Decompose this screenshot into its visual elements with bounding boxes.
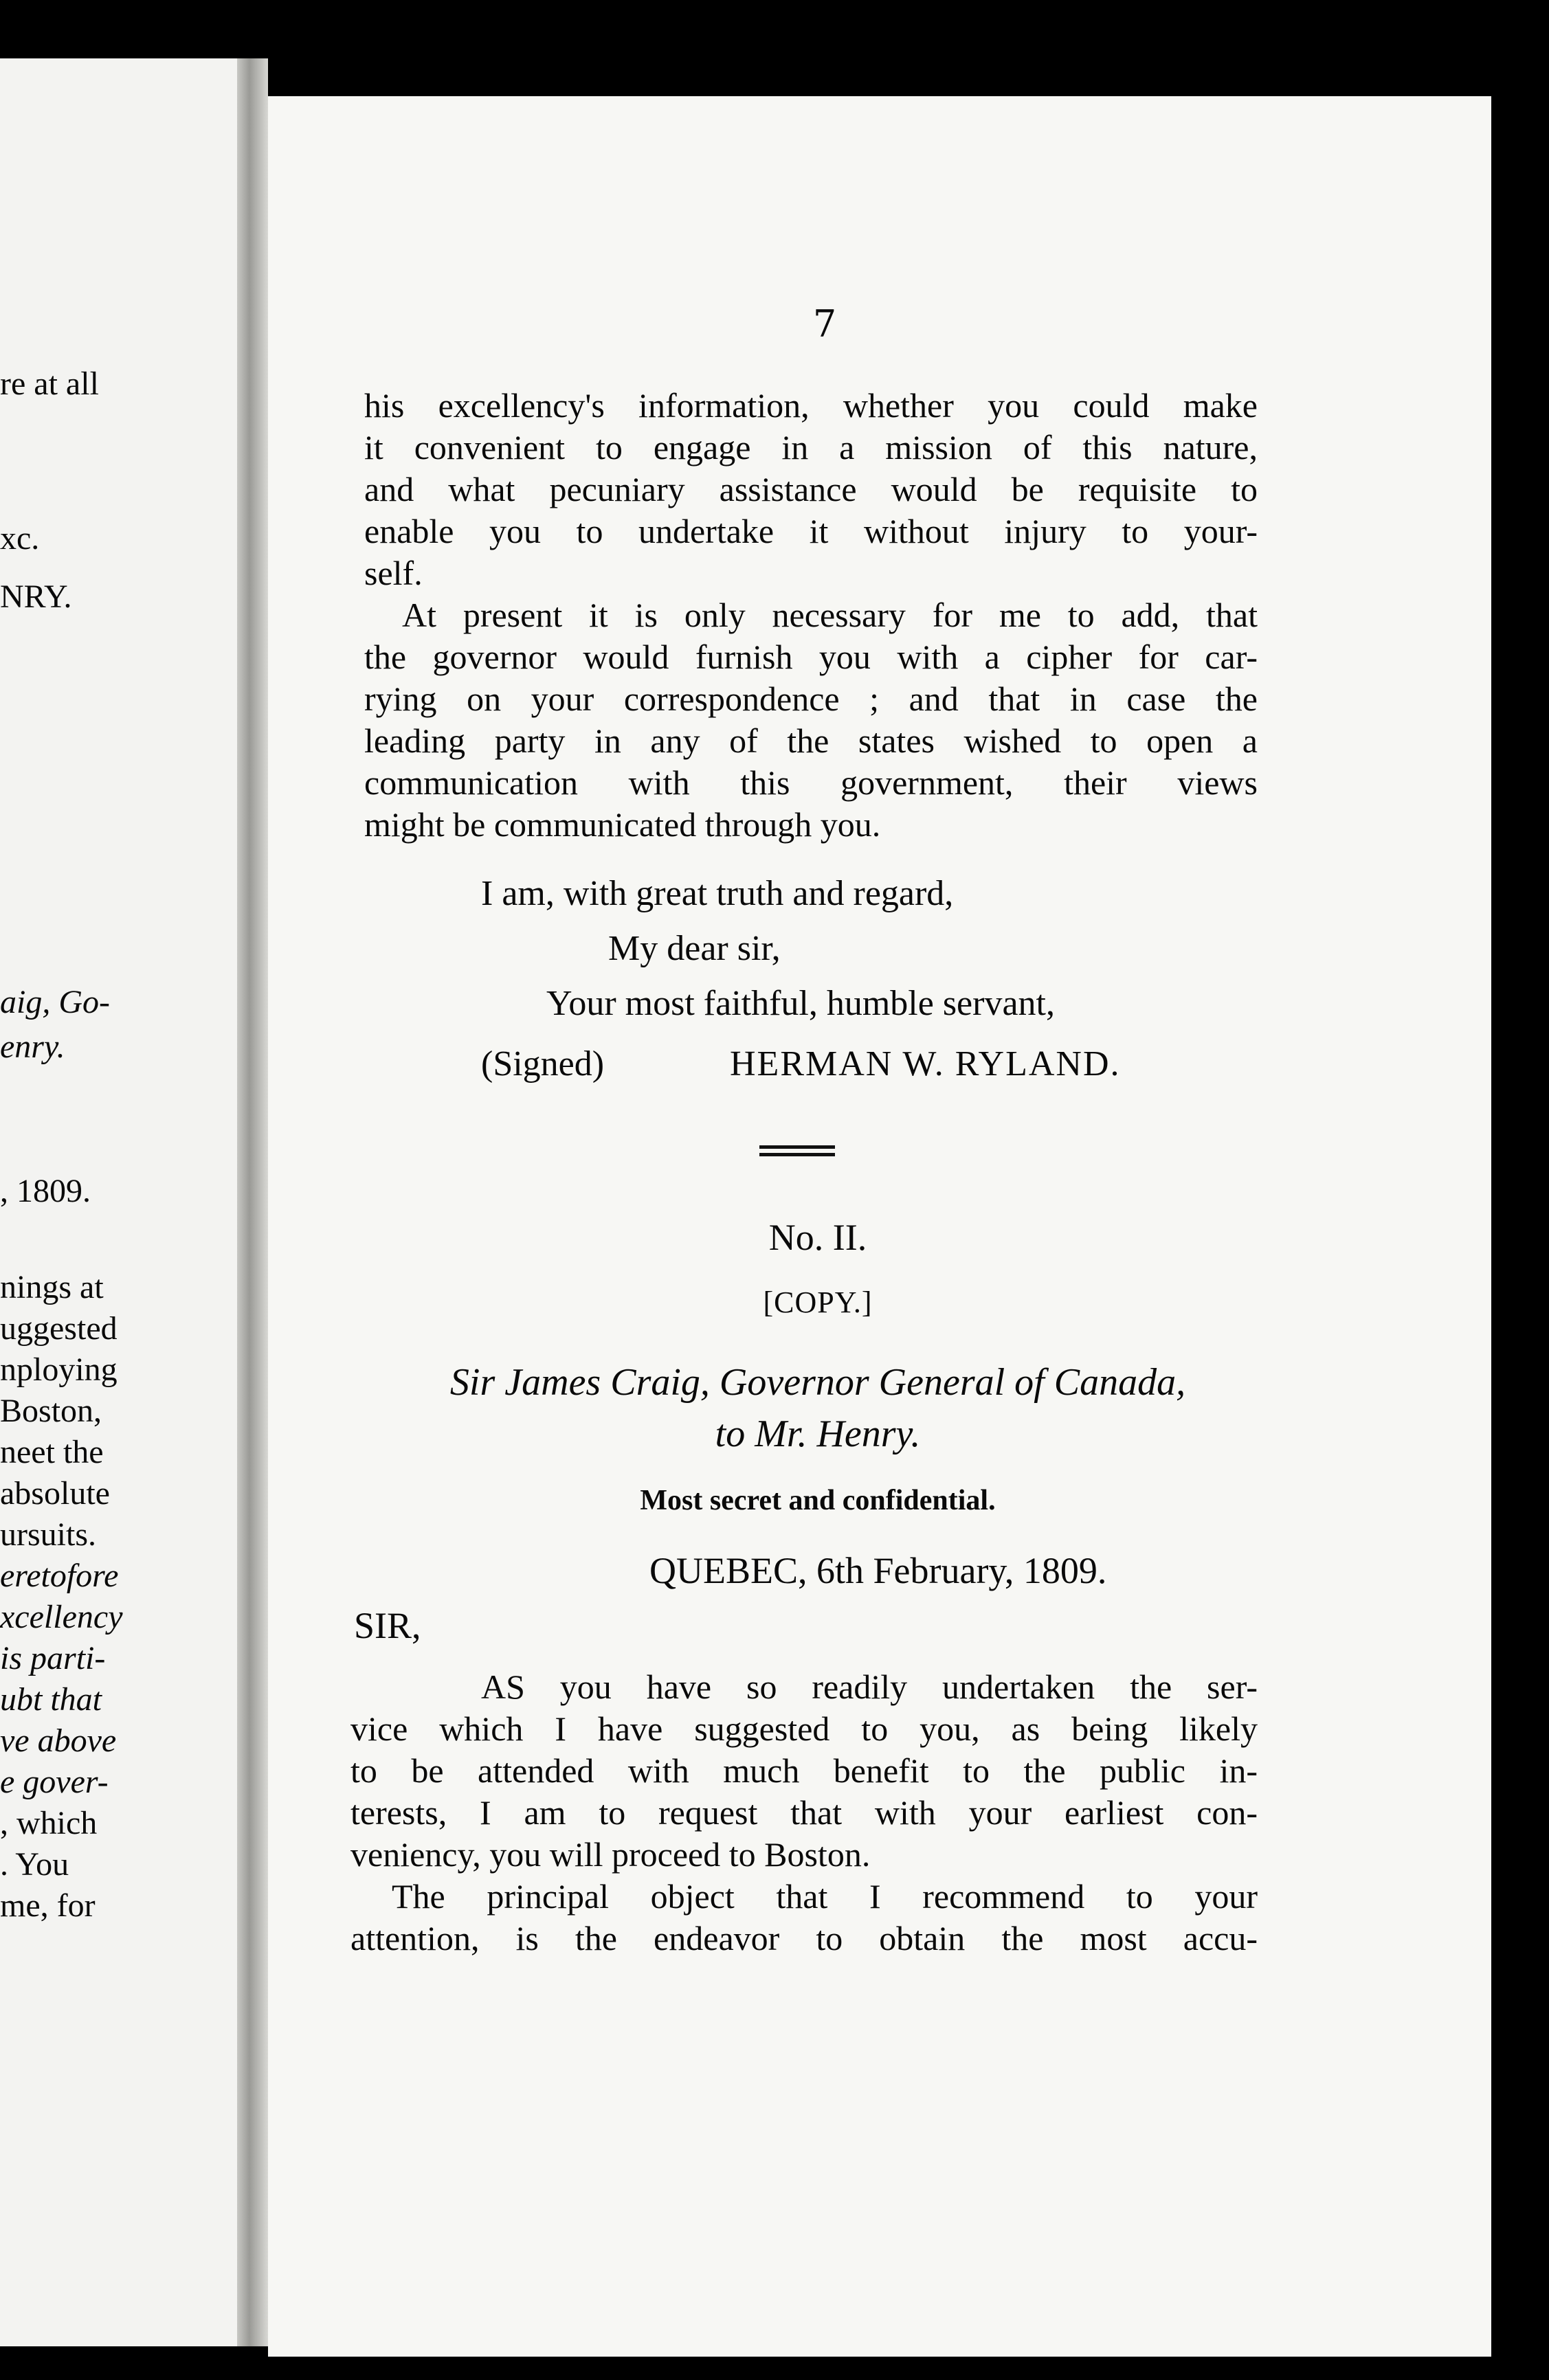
fragment-line: is parti- [0, 1640, 106, 1676]
book-gutter [237, 58, 268, 2346]
page-number: 7 [812, 302, 837, 346]
closing-line: Your most faithful, humble servant, [546, 984, 1055, 1023]
text-line: self. [364, 554, 423, 592]
text-line: AS you have so readily undertaken the ser- [481, 1668, 1258, 1706]
fragment-line: re at all [0, 366, 99, 402]
text-line: the governor would furnish you with a cipher for car- [364, 638, 1258, 676]
text-line: leading party in any of the states wished to open a [364, 721, 1258, 760]
text-line: The principal object that I recommend to your [392, 1877, 1258, 1916]
fragment-line: neet the [0, 1434, 104, 1470]
text-line: At present it is only necessary for me to add, that [402, 596, 1258, 634]
fragment-line: nploying [0, 1351, 118, 1388]
paragraph [364, 594, 1258, 846]
fragment-line: absolute [0, 1475, 110, 1512]
section-number: No. II. [768, 1217, 867, 1258]
fragment-line: me, for [0, 1887, 96, 1924]
classification: Most secret and confidential. [640, 1485, 996, 1516]
fragment-line: Boston, [0, 1393, 102, 1429]
fragment-line: aig, Go- [0, 984, 110, 1020]
dateline: QUEBEC, 6th February, 1809. [649, 1550, 1107, 1591]
fragment-line: uggested [0, 1310, 118, 1347]
text-line: might be communicated through you. [364, 805, 881, 844]
letter-heading: Sir James Craig, Governor General of Canada, [449, 1361, 1186, 1404]
fragment-line: enry. [0, 1029, 65, 1065]
text-line: his excellency's information, whether you could make [364, 386, 1258, 425]
fragment-line: xc. [0, 520, 40, 557]
fragment-line: e gover- [0, 1764, 109, 1800]
closing-salutation: My dear sir, [608, 929, 781, 968]
text-line: terests, I am to request that with your earliest con- [350, 1793, 1258, 1832]
closing-line: I am, with great truth and regard, [481, 874, 954, 913]
letter-heading: to Mr. Henry. [715, 1413, 921, 1455]
fragment-line: ve above [0, 1722, 117, 1759]
fragment-line: , which [0, 1805, 98, 1841]
fragment-line: xcellency [0, 1599, 123, 1635]
text-line: vice which I have suggested to you, as being likely [350, 1709, 1258, 1748]
copy-label: [COPY.] [763, 1286, 873, 1319]
text-line: communication with this government, their views [364, 763, 1258, 802]
text-line: it convenient to engage in a mission of this nature, [364, 428, 1258, 467]
text-line: and what pecuniary assistance would be requisite to [364, 470, 1258, 508]
previous-page-fragment [0, 58, 237, 2346]
fragment-line: ubt that [0, 1681, 102, 1718]
text-line: veniency, you will proceed to Boston. [350, 1835, 871, 1874]
paragraph [350, 1666, 1258, 1876]
signed-label: (Signed) [481, 1044, 605, 1084]
text-line: attention, is the endeavor to obtain the most accu- [350, 1919, 1258, 1957]
paragraph-continuation [364, 385, 1258, 594]
signature: HERMAN W. RYLAND. [730, 1044, 1121, 1084]
text-line: to be attended with much benefit to the public in- [350, 1751, 1258, 1790]
text-line: enable you to undertake it without injury to your- [364, 512, 1258, 550]
fragment-line: . You [0, 1846, 69, 1883]
fragment-line: eretofore [0, 1558, 119, 1594]
fragment-line: nings at [0, 1269, 104, 1305]
fragment-line: , 1809. [0, 1173, 91, 1209]
paragraph [350, 1876, 1258, 1960]
fragment-line: NRY. [0, 579, 72, 615]
fragment-line: ursuits. [0, 1516, 97, 1553]
section-divider [759, 1145, 835, 1149]
section-divider [759, 1153, 835, 1156]
text-line: rying on your correspondence ; and that in case the [364, 680, 1258, 718]
salutation: SIR, [354, 1605, 421, 1646]
book-page [268, 96, 1491, 2357]
